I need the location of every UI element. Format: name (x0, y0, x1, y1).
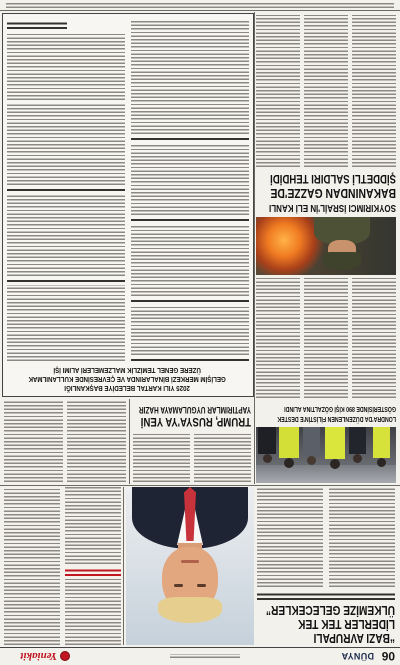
article-body-text (194, 432, 251, 482)
photo-mouth (181, 560, 199, 563)
section-title: DÜNYA (341, 651, 374, 661)
notice-body-text (7, 194, 125, 276)
article-body-text (4, 487, 60, 645)
article-body-text (67, 401, 126, 482)
headline-line: BAKANINDAN GAZZE'DE (270, 186, 396, 201)
footer-text (6, 3, 394, 8)
notice-body-text (7, 103, 125, 185)
notice-item-heading (131, 357, 249, 361)
soldier-photo (256, 217, 396, 275)
footer-rule (0, 10, 400, 11)
headline-line: ÜLKEMİZE GELECEKLER” (265, 603, 395, 618)
logo-mark-icon (60, 652, 70, 662)
photo-eye (174, 584, 183, 587)
notice-item-heading (131, 217, 249, 221)
headline-line: ŞİDDETLİ SALDIRI TEHDİDİ (270, 172, 396, 186)
trump-photo (126, 487, 254, 645)
newspaper-logo (20, 650, 70, 663)
photo-head (307, 456, 316, 465)
article-body-text (133, 432, 190, 482)
column-rule (254, 12, 255, 484)
notice-title-line: 2025 YILI KARTAL BELEDİYE BAŞKANLIĞI (64, 384, 190, 391)
photo-head (330, 459, 340, 469)
article-body-text (352, 278, 396, 398)
column-rule (129, 399, 130, 484)
photo-vest (279, 427, 299, 458)
photo-person (258, 427, 276, 454)
page-number: 06 (381, 649, 395, 663)
article-body-text (4, 401, 63, 482)
photo-person (349, 427, 366, 454)
column-rule (123, 487, 124, 645)
notice-signature (7, 20, 67, 29)
article-subtitle (257, 591, 395, 600)
headline-russia-sanctions (131, 402, 251, 428)
photo-eye (197, 584, 206, 587)
headline-line: SOYKIRIMCI İSRAİL'İN ELİ KANLI (269, 202, 396, 214)
article-body-text (257, 487, 323, 587)
headline-line: LONDRA'DA DÜZENLENEN FİLİSTİN'E DESTEK (277, 415, 396, 424)
headline-europe-leaders (257, 601, 395, 645)
notice-title-line: GELİŞİM MERKEZİ BİNALARINDA VE ÇEVRESİNDE KULLANILMAK (28, 375, 226, 382)
logo-text: Yeniakit (20, 650, 57, 663)
headline-line: TRUMP, RUSYA'YA YENİ (140, 415, 251, 429)
photo-vest (373, 427, 390, 458)
article-body-text (256, 278, 300, 398)
notice-body-text (131, 224, 249, 296)
notice-body-text (131, 143, 249, 215)
notice-body-text (131, 305, 249, 355)
notice-title (5, 365, 249, 392)
photo-head (377, 458, 386, 467)
article-subhead (65, 567, 121, 576)
article-body-text (256, 15, 300, 167)
protest-photo (256, 427, 396, 483)
photo-head (353, 454, 362, 463)
headline-gaza (256, 170, 396, 214)
headline-london (256, 402, 396, 424)
notice-item-heading (7, 187, 125, 191)
page-header (0, 647, 400, 665)
article-body-text (65, 487, 121, 564)
headline-line: GÖSTERİSİNDE 890 KİŞİ GÖZALTINA ALINDI (284, 405, 396, 414)
photo-head (263, 454, 272, 463)
article-body-text (304, 15, 348, 167)
photo-head (284, 458, 294, 468)
article-body-text (65, 579, 121, 645)
photo-hair (158, 597, 222, 623)
notice-title-line: ÜZERE GENEL TEMİZLİK MALZEMELERİ ALIMI İŞİ (53, 366, 201, 373)
headline-line: LİDERLER TEK TEK (298, 617, 395, 632)
notice-item-heading (131, 136, 249, 140)
notice-body-text (7, 34, 125, 100)
photo-vest (325, 427, 345, 459)
article-body-text (329, 487, 395, 587)
notice-body-text (131, 19, 249, 134)
article-body-text (352, 15, 396, 167)
article-body-text (304, 278, 348, 398)
headline-line: YAPTIRIMLAR UYGULAMAYA HAZIR (138, 405, 251, 415)
photo-sky (256, 465, 396, 483)
photo-person (303, 427, 320, 456)
notice-item-heading (131, 298, 249, 302)
section-rule (0, 485, 400, 486)
date-text (170, 654, 240, 658)
photo-helmet (323, 252, 361, 270)
notice-item-heading (7, 278, 125, 282)
headline-line: “BAZI AVRUPALI (313, 631, 395, 646)
notice-body-text (7, 285, 125, 361)
